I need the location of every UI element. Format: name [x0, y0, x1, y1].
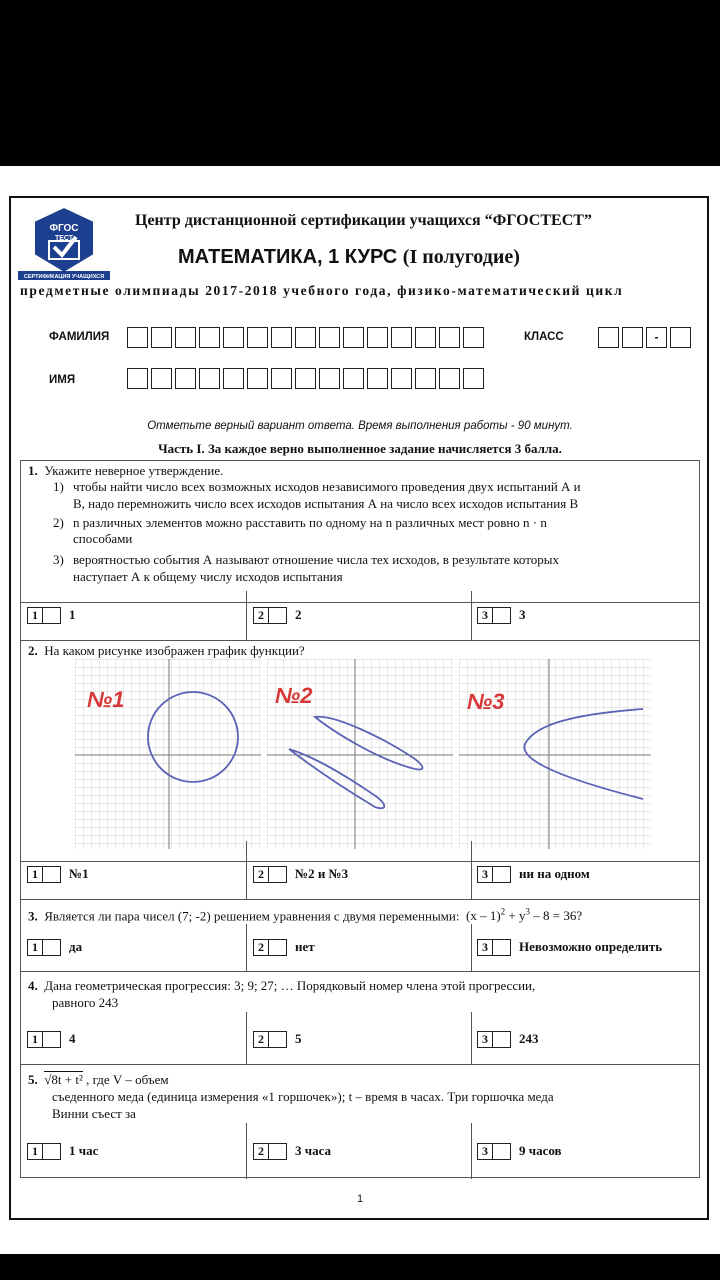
question-2 — [20, 640, 700, 899]
graph-3-label: №3 — [467, 689, 505, 714]
question-1 — [20, 460, 700, 640]
name-label: ИМЯ — [49, 374, 76, 386]
surname-boxes[interactable] — [127, 327, 487, 348]
logo-ribbon: СЕРТИФИКАЦИЯ УЧАЩИХСЯ — [23, 274, 105, 280]
subject-paren: (I полугодие) — [402, 246, 520, 268]
q1-option-3-line1: вероятностью события А называют отношение числа тех исходов, в результате которых — [73, 552, 559, 567]
question-5 — [20, 1064, 700, 1178]
graph-1 — [75, 659, 261, 849]
q1-option-3-line2: наступает А к общему числу исходов испытания — [73, 569, 343, 584]
question-2-text: 2. На каком рисунке изображен график функции? — [28, 643, 305, 658]
class-boxes[interactable] — [598, 327, 694, 348]
q5-answer-3[interactable]: 3 9 часов — [477, 1140, 562, 1162]
q3-equation: $(x - 1)^2 + y^3 - 8 = 36$? — [465, 907, 583, 924]
q1-answer-1[interactable]: 1 1 — [27, 604, 76, 626]
q1-option-1-line1: чтобы найти число всех возможных исходов независимого проведения двух испытаний А и — [73, 479, 581, 494]
q2-answer-3[interactable]: 3 ни на одном — [477, 863, 590, 885]
q5-answer-2[interactable]: 2 3 часа — [253, 1140, 331, 1162]
subject-main: МАТЕМАТИКА, 1 КУРС — [178, 246, 403, 268]
question-1-text: 1. Укажите неверное утверждение. — [28, 463, 224, 478]
question-4-line1: 4. Дана геометрическая прогрессия: 3; 9; 27; … Порядковый номер члена этой прогрессии, — [28, 978, 536, 993]
question-5-line1: 5. √8t + t² , где V – объем — [28, 1072, 169, 1087]
q4-answer-1[interactable]: 1 4 — [27, 1028, 76, 1050]
q1-option-1-line2: В, надо перемножить число всех исходов испытания А на число всех исходов испытания В — [73, 496, 579, 511]
part-heading: Часть I. За каждое верно выполненное задание начисляется 3 балла. — [158, 441, 562, 456]
q1-option-2-line2: способами — [73, 531, 133, 546]
graph-1-label: №1 — [87, 687, 125, 712]
q2-answer-2[interactable]: 2 №2 и №3 — [253, 863, 348, 885]
graphs-figure — [75, 659, 651, 849]
olympiad-line: предметные олимпиады 2017-2018 учебного года, физико-математический цикл — [20, 283, 624, 298]
name-boxes[interactable] — [127, 368, 487, 389]
question-4 — [20, 971, 700, 1064]
q3-answer-3[interactable]: 3 Невозможно определить — [477, 936, 662, 958]
graph-3 — [459, 659, 651, 849]
question-5-line2: съеденного меда (единица измерения «1 горшочек»); t – время в часах. Три горшочка меда — [52, 1089, 554, 1104]
q3-answer-2[interactable]: 2 нет — [253, 936, 315, 958]
instruction-note: Отметьте верный вариант ответа. Время выполнения работы - 90 минут. — [147, 420, 573, 432]
question-4-line2: равного 243 — [52, 995, 119, 1010]
q1-option-3-num: 3) — [53, 552, 64, 567]
subject-title — [178, 246, 520, 269]
q3-answer-1[interactable]: 1 да — [27, 936, 82, 958]
q1-option-2-num: 2) — [53, 515, 64, 530]
q1-option-2-line1: n различных элементов можно расставить по одному на n различных мест ровно n · n — [73, 515, 547, 530]
organization-title: Центр дистанционной сертификации учащихся “ФГОСТЕСТ” — [135, 212, 592, 229]
logo-subtitle: ТЕСТ — [54, 235, 74, 242]
question-3-text: 3. Является ли пара чисел (7; -2) решением уравнения с двумя переменными: $(x - 1)^2 + y^3 - 8 = 36$? — [28, 907, 583, 924]
bottom-black-bar — [0, 1254, 720, 1280]
logo-title: ФГОС — [49, 223, 79, 234]
q1-answer-3[interactable]: 3 3 — [477, 604, 526, 626]
q5-formula: √8t + t² — [44, 1072, 83, 1087]
q4-answer-2[interactable]: 2 5 — [253, 1028, 302, 1050]
class-label: КЛАСС — [524, 331, 564, 343]
fgos-logo — [18, 203, 110, 283]
question-5-line3: Винни съест за — [52, 1106, 136, 1121]
top-black-bar — [0, 0, 720, 166]
page-number: 1 — [356, 1193, 364, 1205]
q5-answer-1[interactable]: 1 1 час — [27, 1140, 98, 1162]
surname-label: ФАМИЛИЯ — [49, 331, 110, 343]
q2-answer-1[interactable]: 1 №1 — [27, 863, 89, 885]
q1-option-1-num: 1) — [53, 479, 64, 494]
class-separator: - — [646, 327, 667, 348]
graph-2 — [267, 659, 453, 849]
q1-answer-2[interactable]: 2 2 — [253, 604, 302, 626]
graph-2-label: №2 — [275, 683, 313, 708]
q4-answer-3[interactable]: 3 243 — [477, 1028, 539, 1050]
question-3 — [20, 899, 700, 971]
